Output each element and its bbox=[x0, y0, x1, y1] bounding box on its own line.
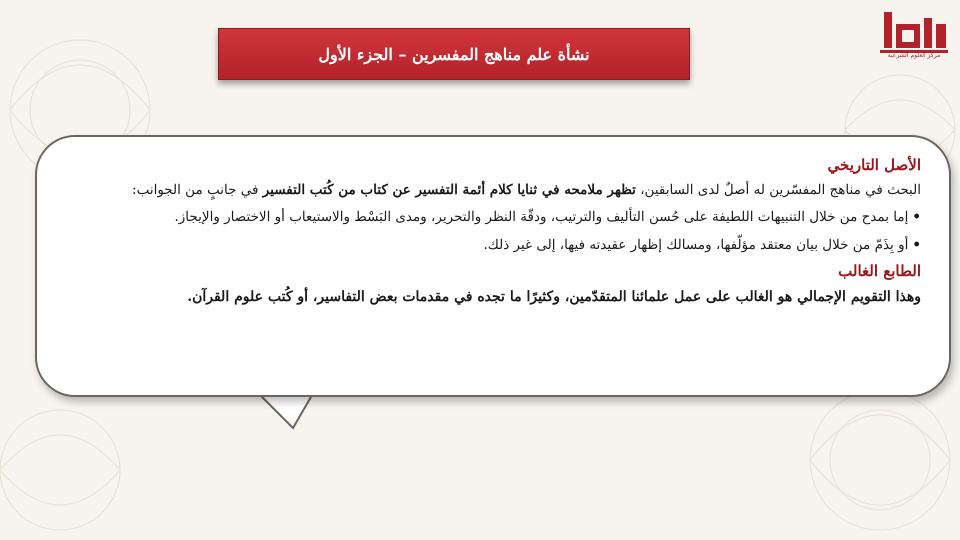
summary-paragraph: وهذا التقويم الإجمالي هو الغالب على عمل علمائنا المتقدّمين، وكثيرًا ما تجده في مقدمات بعض التفاسير، أو كُتب علوم القرآن. bbox=[187, 289, 921, 305]
bullet-text: أو بِذَمّ من خلال بيان معتقد مؤلّفها، ومسالك إظهار عقيدته فيها، إلى غير ذلك. bbox=[483, 237, 909, 253]
section-heading-dominant: الطابع الغالب bbox=[838, 262, 921, 280]
intro-bold-text: تظهر ملامحه في ثنايا كلام أئمة التفسير عن كتاب من كُتب التفسير bbox=[262, 182, 636, 198]
intro-plain-text: البحث في مناهج المفسّرين له أصلٌ لدى السابقين، bbox=[635, 182, 921, 198]
list-item bbox=[59, 203, 921, 231]
section-heading-history: الأصل التاريخي bbox=[827, 156, 921, 174]
bullet-text: إما بمدح من خلال التنبيهات اللطيفة على حُسن التأليف والترتيب، ودقّة النظر والتحرير، ومدى البَسْط والاستيعاب أو الاختصار والإيجاز. bbox=[174, 209, 909, 225]
logo-icon bbox=[876, 4, 952, 70]
content-panel bbox=[35, 135, 951, 397]
page-title: نشأة علم مناهج المفسرين – الجزء الأول bbox=[218, 28, 690, 80]
bullet-icon: • bbox=[912, 237, 921, 253]
intro-paragraph bbox=[59, 177, 921, 203]
logo-caption: مركز العلوم الشرعية bbox=[887, 52, 941, 59]
intro-tail-text: في جانبٍ من الجوانب: bbox=[132, 182, 263, 198]
bullet-icon: • bbox=[912, 209, 921, 225]
list-item bbox=[59, 231, 921, 259]
